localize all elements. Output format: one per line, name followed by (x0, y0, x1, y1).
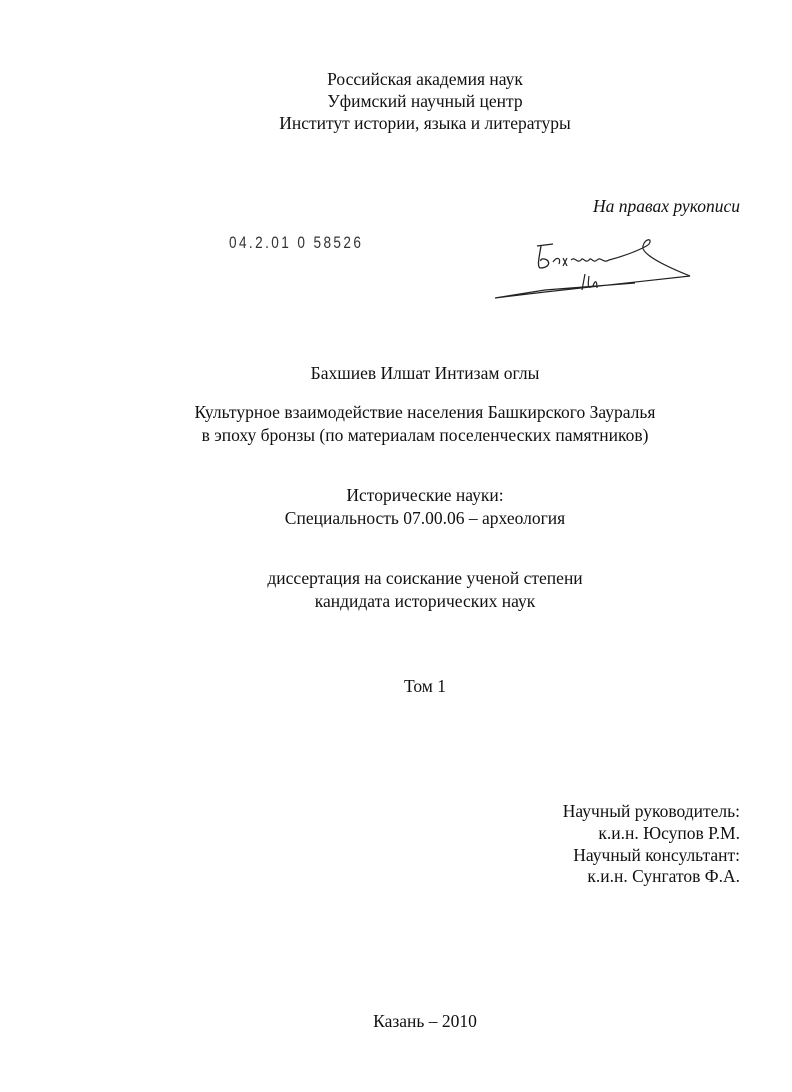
degree-line-2: кандидата исторических наук (314, 591, 536, 611)
library-stamp: 04.2.01 0 58526 (229, 233, 364, 252)
field-line-2: Специальность 07.00.06 – археология (284, 508, 566, 528)
supervisor: к.и.н. Юсупов Р.М. (598, 823, 740, 843)
header-line-1: Российская академия наук (327, 69, 523, 89)
header-line-3: Институт истории, языка и литературы (279, 113, 571, 133)
degree-line-1: диссертация на соискание ученой степени (267, 568, 583, 588)
signature (485, 228, 705, 308)
title-line-1: Культурное взаимодействие населения Башкирского Зауралья (194, 402, 656, 422)
header-line-2: Уфимский научный центр (327, 91, 523, 111)
footer-city-year: Казань – 2010 (373, 1011, 477, 1031)
volume: Том 1 (404, 676, 446, 696)
consultant-label: Научный консультант: (573, 845, 740, 865)
consultant: к.и.н. Сунгатов Ф.А. (587, 866, 740, 886)
author-name: Бахшиев Илшат Интизам оглы (310, 363, 540, 383)
supervisor-label: Научный руководитель: (562, 801, 740, 821)
field-line-1: Исторические науки: (346, 485, 504, 505)
title-line-2: в эпоху бронзы (по материалам поселенческих памятников) (201, 425, 649, 445)
manuscript-note: На правах рукописи (593, 196, 740, 216)
